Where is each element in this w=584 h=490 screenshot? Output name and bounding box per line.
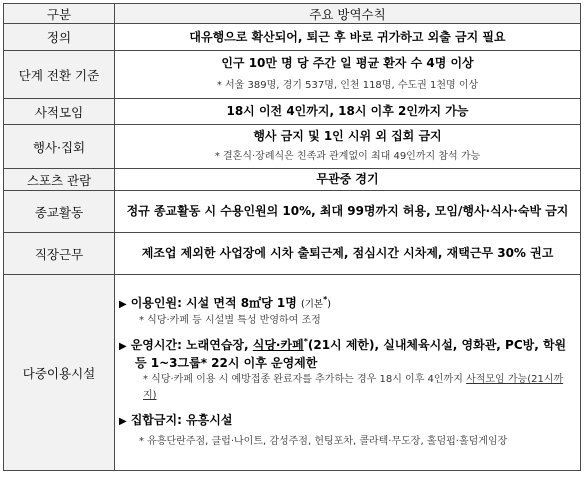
capacity-basic: (기본 [301, 299, 324, 310]
hours-note-underlined: 사적모임 가능(21시까지) [143, 374, 564, 401]
note-events: * 결혼식·장례식은 친족과 관계없이 최대 49인까지 참석 가능 [214, 151, 481, 162]
capacity-note: * 식당·카페 등 시설별 특성 반영하여 조정 [139, 315, 321, 326]
row-stage-switch [4, 51, 581, 99]
arrow-icon: ▶ [119, 416, 127, 427]
label-private-gathering: 사적모임 [4, 99, 115, 125]
label-sports: 스포츠 관람 [4, 169, 115, 191]
hours-a: 운영시간: 노래연습장, [130, 338, 253, 352]
ban-title: 집합금지: 유흥시설 [130, 413, 233, 427]
text-private-gathering: 18시 이전 4인까지, 18시 이후 2인까지 가능 [115, 99, 581, 125]
row-religion [4, 191, 581, 233]
capacity-close: ) [327, 299, 331, 310]
header-row [4, 4, 581, 24]
row-facilities [4, 275, 581, 471]
header-rules: 주요 방역수칙 [115, 4, 581, 24]
hours-line [119, 337, 574, 372]
cell-stage-switch [115, 51, 581, 99]
hours-note-a: * 식당·카페 이용 시 예방접종 완료자를 추가하는 경우 18시 이후 4인까지 [143, 374, 467, 385]
hours-sup: * [303, 337, 308, 346]
label-work: 직장근무 [4, 233, 115, 275]
label-facilities: 다중이용시설 [4, 275, 115, 471]
text-definition: 대유행으로 확산되어, 퇴근 후 바로 귀가하고 외출 금지 필요 [115, 24, 581, 51]
quarantine-rules-table [3, 3, 581, 471]
capacity-title: 이용인원: 시설 면적 8㎡당 1명 [130, 296, 297, 310]
row-events [4, 125, 581, 169]
capacity-sup: * [323, 295, 328, 304]
hours-note [119, 372, 574, 404]
hours-b: (21시 제한), 실내체육시설, 영화관, PC방, 학원등 1~3그룹* 22시 이후 운영제한 [135, 338, 567, 370]
cell-events [115, 125, 581, 169]
row-sports [4, 169, 581, 191]
ban-note: * 유흥단란주점, 클럽·나이트, 감성주점, 헌팅포차, 콜라텍·무도장, 홀덤펍·홀덤게임장 [139, 436, 508, 447]
label-events: 행사·집회 [4, 125, 115, 169]
note-stage-switch: * 서울 389명, 경기 537명, 인천 118명, 수도권 1천명 이상 [216, 80, 479, 91]
label-stage-switch: 단계 전환 기준 [4, 51, 115, 99]
capacity-line [119, 295, 574, 313]
label-definition: 정의 [4, 24, 115, 51]
text-sports: 무관중 경기 [115, 169, 581, 191]
label-religion: 종교활동 [4, 191, 115, 233]
row-work [4, 233, 581, 275]
text-work: 제조업 제외한 사업장에 시차 출퇴근제, 점심시간 시차제, 재택근무 30% 권고 [115, 233, 581, 275]
header-category: 구분 [4, 4, 115, 24]
ban-line [119, 412, 574, 430]
arrow-icon: ▶ [119, 299, 127, 310]
hours-underlined: 식당·카페 [252, 338, 304, 352]
cell-facilities [115, 275, 581, 471]
text-stage-switch: 인구 10만 명 당 주간 일 평균 환자 수 4명 이상 [221, 56, 474, 70]
row-private-gathering [4, 99, 581, 125]
text-religion: 정규 종교활동 시 수용인원의 10%, 최대 99명까지 허용, 모임/행사·식사·숙박 금지 [115, 191, 581, 233]
text-events: 행사 금지 및 1인 시위 외 집회 금지 [253, 129, 442, 143]
row-definition [4, 24, 581, 51]
arrow-icon: ▶ [119, 341, 127, 352]
